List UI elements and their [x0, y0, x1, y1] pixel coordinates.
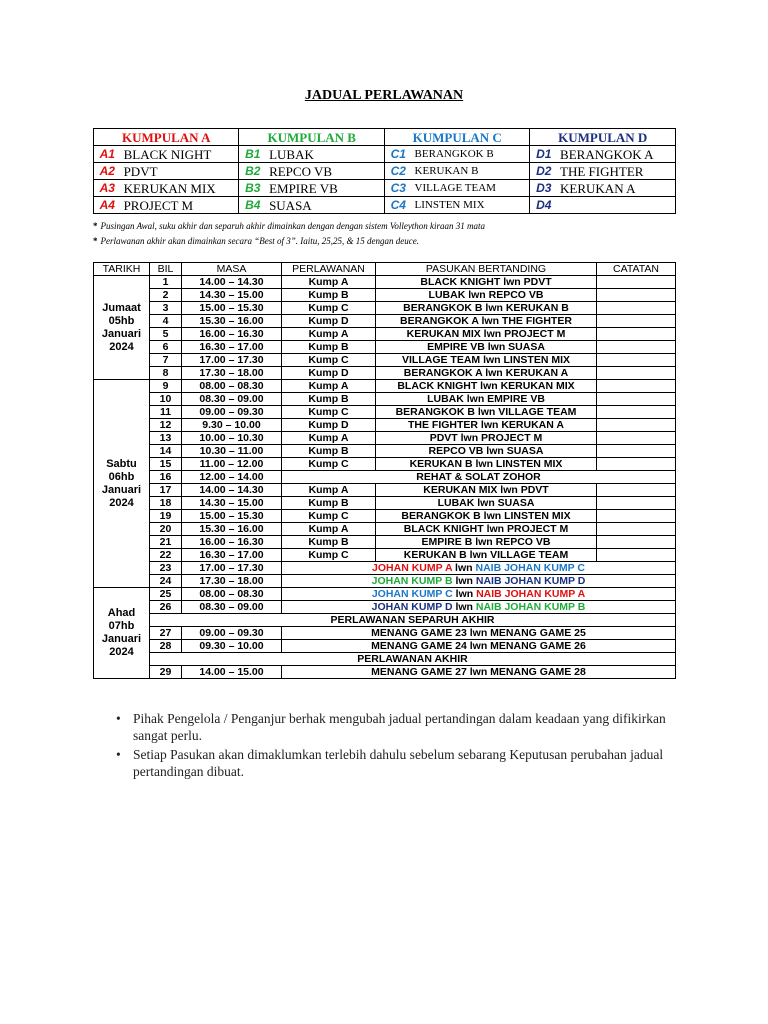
table-row [94, 640, 676, 653]
table-row [94, 302, 676, 315]
match-notes [597, 380, 676, 393]
team-part: NAIB JOHAN KUMP B [475, 601, 586, 613]
match-time: 14.00 – 14.30 [182, 484, 282, 497]
match-teams: REPCO VB lwn SUASA [376, 445, 597, 458]
match-time: 16.00 – 16.30 [182, 328, 282, 341]
list-item: • Pihak Pengelola / Penganjur berhak mengubah jadual pertandingan dalam keadaan yang difikirkan sangat perlu. [116, 711, 666, 743]
bullet-icon: • [116, 747, 121, 762]
match-time: 15.30 – 16.00 [182, 523, 282, 536]
group-code: A1 [94, 146, 121, 163]
table-row [94, 289, 676, 302]
match-teams: KERUKAN B lwn VILLAGE TEAM [376, 549, 597, 562]
match-number: 29 [150, 666, 182, 679]
match-notes [597, 458, 676, 471]
schedule-table [93, 262, 676, 679]
header-no: BIL [150, 263, 182, 276]
section-row [94, 614, 676, 627]
group-code: B2 [239, 163, 266, 180]
group-code: C4 [384, 197, 411, 214]
match-time: 16.00 – 16.30 [182, 536, 282, 549]
table-row [94, 380, 676, 393]
match-time: 14.30 – 15.00 [182, 289, 282, 302]
match-teams: BLACK KNIGHT lwn KERUKAN MIX [376, 380, 597, 393]
match-notes [597, 354, 676, 367]
group-code: D4 [530, 197, 557, 214]
match-number: 25 [150, 588, 182, 601]
match-notes [597, 315, 676, 328]
group-code: C3 [384, 180, 411, 197]
break-label: REHAT & SOLAT ZOHOR [282, 471, 676, 484]
final-match: MENANG GAME 24 lwn MENANG GAME 26 [282, 640, 676, 653]
match-group: Kump B [282, 393, 376, 406]
note-1: * Pusingan Awal, suku akhir dan separuh akhir dimainkan dengan dengan sistem Volleython kiraan 31 mata [93, 221, 486, 231]
match-time: 11.00 – 12.00 [182, 458, 282, 471]
match-group: Kump C [282, 510, 376, 523]
match-group: Kump B [282, 445, 376, 458]
match-notes [597, 484, 676, 497]
match-teams: BERANGKOK B lwn LINSTEN MIX [376, 510, 597, 523]
match-time: 9.30 – 10.00 [182, 419, 282, 432]
asterisk-icon: * [93, 221, 98, 231]
group-team: KERUKAN B [412, 163, 530, 180]
match-number: 27 [150, 627, 182, 640]
match-number: 6 [150, 341, 182, 354]
match-teams: BERANGKOK B lwn KERUKAN B [376, 302, 597, 315]
match-number: 5 [150, 328, 182, 341]
match-number: 8 [150, 367, 182, 380]
notes [93, 219, 693, 249]
match-number: 21 [150, 536, 182, 549]
match-number: 2 [150, 289, 182, 302]
match-number: 18 [150, 497, 182, 510]
match-group: Kump A [282, 432, 376, 445]
match-time: 08.00 – 08.30 [182, 588, 282, 601]
table-row [94, 341, 676, 354]
match-group: Kump A [282, 484, 376, 497]
table-row [94, 328, 676, 341]
match-group: Kump B [282, 289, 376, 302]
match-time: 14.00 – 15.00 [182, 666, 282, 679]
header-match: PERLAWANAN [282, 263, 376, 276]
table-row [94, 354, 676, 367]
group-header: KUMPULAN B [239, 129, 384, 146]
match-time: 17.00 – 17.30 [182, 562, 282, 575]
match-teams: LUBAK lwn REPCO VB [376, 289, 597, 302]
table-row [94, 406, 676, 419]
day-label: Jumaat 05hb Januari 2024 [94, 276, 150, 380]
match-teams: EMPIRE VB lwn SUASA [376, 341, 597, 354]
match-number: 13 [150, 432, 182, 445]
match-notes [597, 341, 676, 354]
groups-row [94, 163, 676, 180]
match-number: 23 [150, 562, 182, 575]
table-row [94, 549, 676, 562]
match-notes [597, 289, 676, 302]
match-group: Kump C [282, 354, 376, 367]
group-team: BERANGKOK B [412, 146, 530, 163]
match-notes [597, 445, 676, 458]
match-teams: BERANGKOK A lwn THE FIGHTER [376, 315, 597, 328]
match-time: 10.00 – 10.30 [182, 432, 282, 445]
match-teams: BERANGKOK B lwn VILLAGE TEAM [376, 406, 597, 419]
match-number: 28 [150, 640, 182, 653]
team-part: JOHAN KUMP A [372, 562, 453, 574]
match-notes [597, 302, 676, 315]
match-group: Kump C [282, 406, 376, 419]
team-part: JOHAN KUMP D [371, 601, 453, 613]
match-number: 19 [150, 510, 182, 523]
match-time: 16.30 – 17.00 [182, 341, 282, 354]
match-number: 3 [150, 302, 182, 315]
knockout-match [282, 575, 676, 588]
match-teams: KERUKAN MIX lwn PROJECT M [376, 328, 597, 341]
match-time: 09.00 – 09.30 [182, 406, 282, 419]
match-teams: LUBAK lwn SUASA [376, 497, 597, 510]
match-group: Kump D [282, 315, 376, 328]
match-time: 12.00 – 14.00 [182, 471, 282, 484]
match-notes [597, 419, 676, 432]
group-code: C1 [384, 146, 411, 163]
match-number: 9 [150, 380, 182, 393]
match-number: 10 [150, 393, 182, 406]
match-time: 14.30 – 15.00 [182, 497, 282, 510]
match-notes [597, 393, 676, 406]
match-teams: BLACK KNIGHT lwn PDVT [376, 276, 597, 289]
groups-row [94, 180, 676, 197]
table-row [94, 523, 676, 536]
group-team: VILLAGE TEAM [412, 180, 530, 197]
page-title: JADUAL PERLAWANAN [304, 88, 464, 103]
match-number: 4 [150, 315, 182, 328]
group-header: KUMPULAN D [530, 129, 676, 146]
match-time: 08.30 – 09.00 [182, 393, 282, 406]
match-group: Kump C [282, 549, 376, 562]
match-time: 08.30 – 09.00 [182, 601, 282, 614]
team-part: NAIB JOHAN KUMP D [475, 575, 586, 587]
match-number: 22 [150, 549, 182, 562]
match-group: Kump B [282, 536, 376, 549]
match-time: 14.00 – 14.30 [182, 276, 282, 289]
match-number: 1 [150, 276, 182, 289]
bullet-list [110, 710, 670, 782]
match-teams: EMPIRE B lwn REPCO VB [376, 536, 597, 549]
group-team: KERUKAN A [557, 180, 675, 197]
group-code: D1 [530, 146, 557, 163]
match-time: 17.30 – 18.00 [182, 367, 282, 380]
section-row [94, 653, 676, 666]
match-group: Kump D [282, 419, 376, 432]
group-code: B1 [239, 146, 266, 163]
match-group: Kump A [282, 328, 376, 341]
match-teams: BERANGKOK A lwn KERUKAN A [376, 367, 597, 380]
match-notes [597, 536, 676, 549]
match-teams: LUBAK lwn EMPIRE VB [376, 393, 597, 406]
group-code: A3 [94, 180, 121, 197]
match-teams: THE FIGHTER lwn KERUKAN A [376, 419, 597, 432]
team-part: lwn [452, 575, 476, 587]
groups-row [94, 146, 676, 163]
table-row [94, 588, 676, 601]
match-time: 17.30 – 18.00 [182, 575, 282, 588]
knockout-match [282, 601, 676, 614]
table-row [94, 419, 676, 432]
list-item: • Setiap Pasukan akan dimaklumkan terlebih dahulu sebelum sebarang Keputusan perubahan jadual pertandingan dibuat. [116, 747, 664, 779]
header-teams: PASUKAN BERTANDING [376, 263, 597, 276]
team-part: JOHAN KUMP B [371, 575, 453, 587]
group-team: BERANGKOK A [557, 146, 675, 163]
table-row [94, 601, 676, 614]
match-group: Kump B [282, 341, 376, 354]
table-row [94, 536, 676, 549]
group-team: PROJECT M [121, 197, 239, 214]
group-header: KUMPULAN A [94, 129, 239, 146]
group-team: LUBAK [266, 146, 384, 163]
group-team: THE FIGHTER [557, 163, 675, 180]
match-group: Kump C [282, 302, 376, 315]
table-row [94, 575, 676, 588]
table-row [94, 627, 676, 640]
table-row [94, 393, 676, 406]
group-team: EMPIRE VB [266, 180, 384, 197]
group-team: REPCO VB [266, 163, 384, 180]
match-group: Kump A [282, 380, 376, 393]
section-title: PERLAWANAN AKHIR [150, 653, 676, 666]
match-notes [597, 328, 676, 341]
team-part: lwn [452, 588, 477, 600]
match-notes [597, 406, 676, 419]
team-part: NAIB JOHAN KUMP C [475, 562, 585, 574]
group-code: C2 [384, 163, 411, 180]
match-group: Kump B [282, 497, 376, 510]
group-team: PDVT [121, 163, 239, 180]
match-time: 08.00 – 08.30 [182, 380, 282, 393]
match-teams: PDVT lwn PROJECT M [376, 432, 597, 445]
header-time: MASA [182, 263, 282, 276]
table-row [94, 666, 676, 679]
schedule-header-row [94, 263, 676, 276]
match-time: 15.30 – 16.00 [182, 315, 282, 328]
match-group: Kump A [282, 276, 376, 289]
group-code: D2 [530, 163, 557, 180]
match-group: Kump C [282, 458, 376, 471]
match-teams: KERUKAN MIX lwn PDVT [376, 484, 597, 497]
group-code: A4 [94, 197, 121, 214]
match-teams: VILLAGE TEAM lwn LINSTEN MIX [376, 354, 597, 367]
match-number: 7 [150, 354, 182, 367]
header-date: TARIKH [94, 263, 150, 276]
groups-header-row [94, 129, 676, 146]
bullet-icon: • [116, 711, 121, 726]
table-row [94, 276, 676, 289]
match-notes [597, 367, 676, 380]
team-part: lwn [452, 562, 476, 574]
group-code: D3 [530, 180, 557, 197]
table-row [94, 484, 676, 497]
table-row [94, 562, 676, 575]
groups-row [94, 197, 676, 214]
knockout-match [282, 562, 676, 575]
match-notes [597, 523, 676, 536]
section-title: PERLAWANAN SEPARUH AKHIR [150, 614, 676, 627]
match-teams: KERUKAN B lwn LINSTEN MIX [376, 458, 597, 471]
match-group: Kump A [282, 523, 376, 536]
day-label: Sabtu 06hb Januari 2024 [94, 380, 150, 588]
table-row [94, 497, 676, 510]
group-code: B3 [239, 180, 266, 197]
match-teams: BLACK KNIGHT lwn PROJECT M [376, 523, 597, 536]
match-notes [597, 549, 676, 562]
match-number: 24 [150, 575, 182, 588]
match-time: 09.30 – 10.00 [182, 640, 282, 653]
match-time: 15.00 – 15.30 [182, 302, 282, 315]
team-part: JOHAN KUMP C [371, 588, 453, 600]
team-part: NAIB JOHAN KUMP A [476, 588, 586, 600]
final-match: MENANG GAME 23 lwn MENANG GAME 25 [282, 627, 676, 640]
match-number: 20 [150, 523, 182, 536]
match-number: 12 [150, 419, 182, 432]
group-team [557, 197, 675, 214]
match-group: Kump D [282, 367, 376, 380]
match-notes [597, 510, 676, 523]
group-team: KERUKAN MIX [121, 180, 239, 197]
match-time: 16.30 – 17.00 [182, 549, 282, 562]
match-time: 15.00 – 15.30 [182, 510, 282, 523]
group-team: LINSTEN MIX [412, 197, 530, 214]
group-header: KUMPULAN C [384, 129, 529, 146]
table-row [94, 471, 676, 484]
match-number: 17 [150, 484, 182, 497]
group-code: A2 [94, 163, 121, 180]
group-code: B4 [239, 197, 266, 214]
table-row [94, 510, 676, 523]
header-notes: CATATAN [597, 263, 676, 276]
match-notes [597, 432, 676, 445]
groups-table [93, 128, 676, 214]
final-match: MENANG GAME 27 lwn MENANG GAME 28 [282, 666, 676, 679]
match-time: 17.00 – 17.30 [182, 354, 282, 367]
asterisk-icon: * [93, 236, 98, 246]
group-team: BLACK NIGHT [121, 146, 239, 163]
match-notes [597, 276, 676, 289]
table-row [94, 458, 676, 471]
match-time: 09.00 – 09.30 [182, 627, 282, 640]
table-row [94, 432, 676, 445]
table-row [94, 445, 676, 458]
note-2: * Perlawanan akhir akan dimainkan secara “Best of 3”. Iaitu, 25,25, & 15 dengan deuce. [93, 236, 419, 246]
group-team: SUASA [266, 197, 384, 214]
table-row [94, 315, 676, 328]
match-number: 16 [150, 471, 182, 484]
team-part: lwn [452, 601, 476, 613]
knockout-match [282, 588, 676, 601]
table-row [94, 367, 676, 380]
match-number: 11 [150, 406, 182, 419]
match-number: 15 [150, 458, 182, 471]
match-number: 26 [150, 601, 182, 614]
match-notes [597, 497, 676, 510]
match-number: 14 [150, 445, 182, 458]
day-label: Ahad 07hb Januari 2024 [94, 588, 150, 679]
match-time: 10.30 – 11.00 [182, 445, 282, 458]
